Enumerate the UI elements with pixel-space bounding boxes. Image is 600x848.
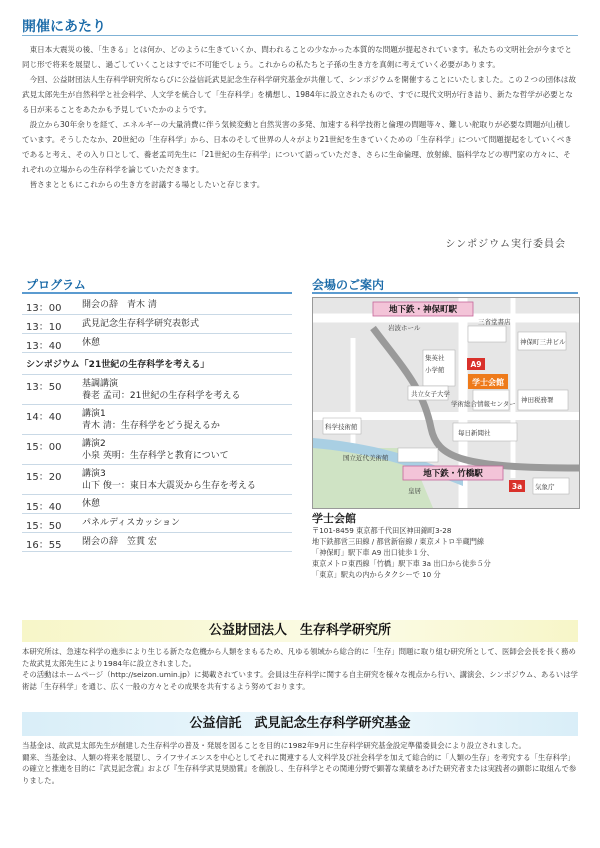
org2-paragraph: 爾来、当基金は、人類の将来を展望し、ライフサイエンスを中心としてそれに関連する人文科学及び社会科学を加えて総合的に「人類の生存」を考究する「生存科学」の確立と推進を目的に『武見記念賞』および『生存科学武見奨励賞』を創設し、生存科学とその関連分野で顕著な業績をあげた研究者または実践者の顕彰に取組んで参りました。 <box>22 752 577 785</box>
map-label: 国立近代美術館 <box>343 454 389 462</box>
program-time: 14：40 <box>26 412 62 423</box>
opening-paragraph: 設立から30年余りを経て、エネルギーの大量消費に伴う気候変動と自然災害の多発、加速する科学技術と倫理の問題等々、難しい舵取りが必要な問題が山積しています。そうしたなか、20世紀の「生存科学」から、日本のそして世界の人々がより21世紀を生きていくための「生存科学」について問題提起をしていくべきであると考え、その入り口として、養老孟司先生に「21世紀の生存科学」について語っていただき、さらに生命倫理、放射線、脳科学などの専門家の方々に、それぞれの立場からの生存科学を論じていただきます。 <box>22 120 573 174</box>
venue-access-line: 地下鉄都営三田線 / 都営新宿線 / 東京メトロ半蔵門線 <box>312 537 485 546</box>
opening-body <box>22 42 578 192</box>
program-row <box>22 405 292 435</box>
program-time: 16：55 <box>26 540 62 551</box>
org1-paragraph: 本研究所は、急速な科学の進歩により生じる新たな危機から人類をまもるため、凡ゆる領域から総合的に「生存」問題に取り組む研究所として、医師会会長を長く務めた故武見太郎先生により1984年に設立されました。 <box>22 647 576 668</box>
program-desc: 開会の辞 青木 清 <box>82 300 157 310</box>
program-time: 13：40 <box>26 341 62 352</box>
org1-paragraph: その活動はホームページ（http://seizon.umin.jp）に掲載されています。会員は生存科学に関する自主研究を様々な視点から行い、講演会、シンポジウム、あるいは学術誌「生存科学」を通じ、広く一般の方々とその成果を共有するよう努めております。 <box>22 670 578 691</box>
program-desc-detail: 小泉 英明：生存科学と教育について <box>82 451 229 461</box>
building <box>398 448 438 462</box>
map-label-station-takebashi: 地下鉄・竹橋駅 <box>423 469 483 479</box>
program-desc: 閉会の辞 笠貫 宏 <box>82 537 157 547</box>
program-row <box>22 375 292 405</box>
program-desc: 講演3 <box>82 469 106 479</box>
venue-access-line: 東京メトロ東西線「竹橋」駅下車 3a 出口から徒歩５分 <box>312 559 491 568</box>
venue-address: 〒101-8459 東京都千代田区神田錦町3-28 <box>312 526 452 535</box>
program-desc-detail: 山下 俊一：東日本大震災から生存を考える <box>82 481 256 491</box>
program-time: 15：40 <box>26 502 62 513</box>
map-label: 科学技術館 <box>325 423 358 431</box>
map-label-exit-a9: A9 <box>470 360 482 369</box>
map-label: 気象庁 <box>535 483 555 491</box>
program-desc: パネルディスカッション <box>82 518 181 528</box>
venue-name: 学士会館 <box>312 512 356 525</box>
opening-paragraph: 今回、公益財団法人生存科学研究所ならびに公益信託武見記念生存科学研究基金が共催して、シンポジウムを開催することにいたしました。この２つの団体は故武見太郎先生が自然科学と社会科学、人文学を統合して「生存科学」を構想し、1984年に設立されたもので、すでに現代文明が行き詰り、新たな哲学が必要となる日が来ることをあたかも予見していたかのようです。 <box>22 75 576 114</box>
divider <box>22 35 578 36</box>
program-time: 13：00 <box>26 303 62 314</box>
org1-title-banner: 公益財団法人 生存科学研究所 <box>22 620 578 642</box>
program-row <box>22 514 292 533</box>
org2-paragraph: 当基金は、故武見太郎先生が創建した生存科学の普及・発展を図ることを目的に1982年9月に生存科学研究基金設定準備委員会により設立されました。 <box>22 741 526 750</box>
symposium-title: シンポジウム「21世紀の生存科学を考える」 <box>22 353 292 375</box>
program-list <box>22 296 292 552</box>
program-time: 15：20 <box>26 472 62 483</box>
map-label: 集英社 <box>425 354 445 362</box>
program-desc: 休憩 <box>82 499 101 509</box>
program-row <box>22 435 292 465</box>
program-time: 13：50 <box>26 382 62 393</box>
program-desc-block <box>82 468 292 492</box>
org1-body <box>22 646 578 692</box>
program-desc: 講演2 <box>82 439 106 449</box>
program-desc-block <box>82 378 292 402</box>
program-desc: 講演1 <box>82 409 106 419</box>
program-desc: 休憩 <box>82 338 101 348</box>
org2-title-banner: 公益信託 武見記念生存科学研究基金 <box>22 712 578 736</box>
program-row <box>22 533 292 552</box>
map-label: 岩波ホール <box>388 324 421 332</box>
committee-signature: シンポジウム実行委員会 <box>445 239 566 250</box>
map-label: 皇居 <box>408 487 421 495</box>
opening-paragraph: 東日本大震災の後、「生きる」とは何か、どのように生きていくか、問われることの少なかった本質的な問題が提起されています。私たちの文明社会が今までと同じ形で将来を展望し、過ごしていくことはすでに不可能でしょう。これからの私たちと子孫の生き方を真剣に考えていく必要があります。 <box>22 45 572 69</box>
map-label: 毎日新聞社 <box>458 429 491 437</box>
map-label: 学術総合情報センター <box>451 400 516 408</box>
program-title: プログラム <box>26 278 86 292</box>
map-label: 神田税務署 <box>521 396 554 404</box>
program-time: 15：00 <box>26 442 62 453</box>
program-row <box>22 334 292 353</box>
program-row <box>22 465 292 495</box>
program-row <box>22 296 292 315</box>
opening-paragraph: 皆さまとともにこれからの生き方を討議する場としたいと存じます。 <box>29 180 265 189</box>
venue-title: 会場のご案内 <box>312 278 385 292</box>
map-label-venue: 学士会館 <box>472 378 504 387</box>
map-label-exit-3a: 3a <box>511 482 523 491</box>
program-row <box>22 495 292 514</box>
map-svg <box>313 298 579 508</box>
map-label: 三省堂書店 <box>478 318 511 326</box>
program-time: 13：10 <box>26 322 62 333</box>
program-desc: 武見記念生存科学研究表彰式 <box>82 319 200 329</box>
map-label: 神保町三井ビル <box>520 338 566 346</box>
building <box>468 326 506 342</box>
program-desc: 基調講演 <box>82 379 119 389</box>
map-label-station-jimbocho: 地下鉄・神保町駅 <box>388 305 458 315</box>
program-desc-block <box>82 408 292 432</box>
program-desc-detail: 青木 清：生存科学をどう捉えるか <box>82 421 220 431</box>
opening-title: 開催にあたり <box>22 19 106 35</box>
venue-map <box>312 297 580 509</box>
venue-info <box>312 513 578 580</box>
org2-body <box>22 740 578 786</box>
program-desc-block <box>82 438 292 462</box>
program-time: 15：50 <box>26 521 62 532</box>
map-label: 小学館 <box>425 366 445 374</box>
divider <box>312 292 578 294</box>
program-desc-detail: 養老 孟司：21世紀の生存科学を考える <box>82 391 241 401</box>
venue-access-line: 「神保町」駅下車 A9 出口徒歩１分、 <box>312 548 434 557</box>
divider <box>22 292 292 294</box>
map-label: 共立女子大学 <box>411 390 450 398</box>
program-row <box>22 315 292 334</box>
venue-access-line: 「東京」駅丸の内からタクシーで 10 分 <box>312 570 441 579</box>
